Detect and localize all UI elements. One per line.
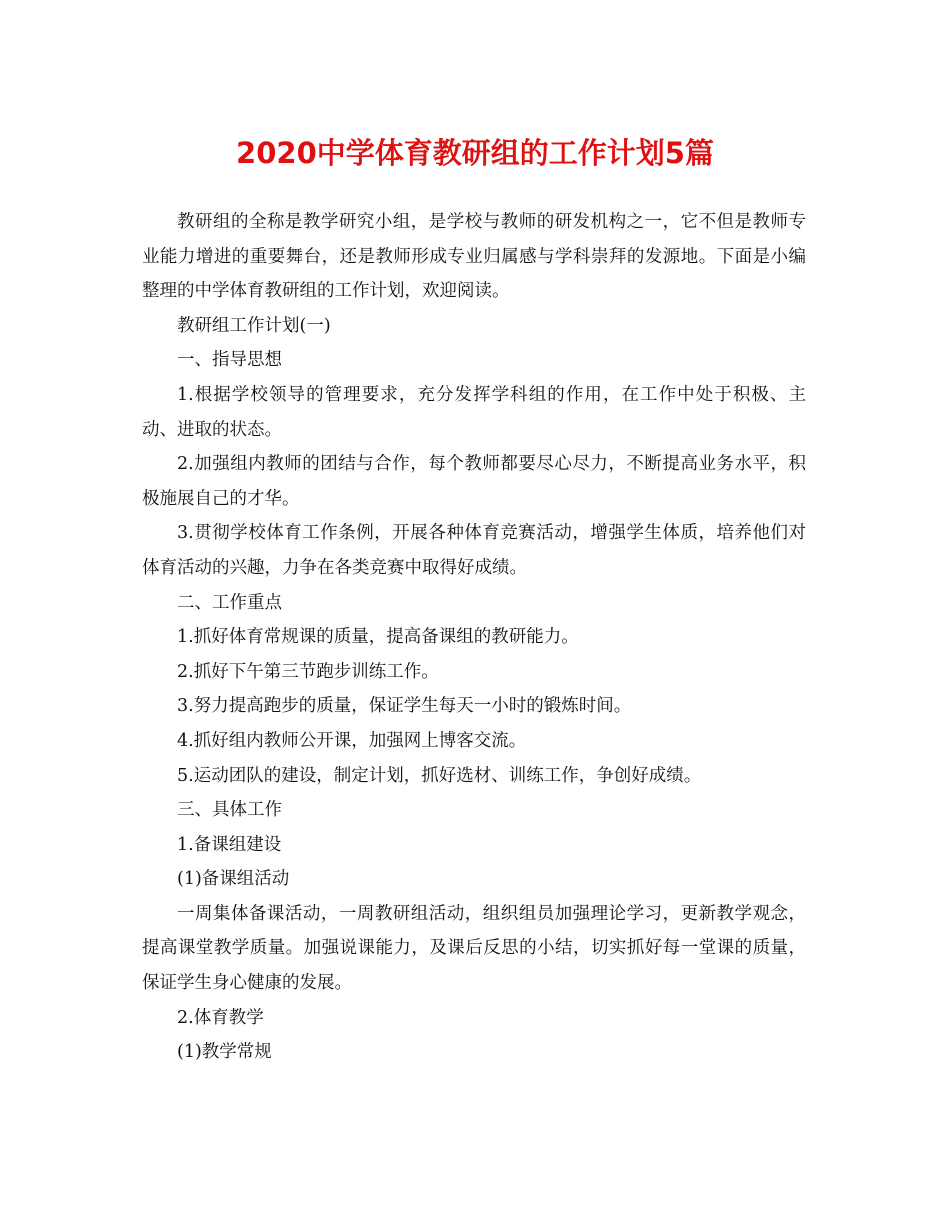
list-item: 5.运动团队的建设，制定计划，抓好选材、训练工作，争创好成绩。 [177,765,702,786]
subheading: 2.体育教学 [177,1007,264,1028]
list-item: 2.抓好下午第三节跑步训练工作。 [177,661,439,682]
list-item: 3.努力提高跑步的质量，保证学生每天一小时的锻炼时间。 [177,696,632,717]
section-heading-plan-one: 教研组工作计划(一) [177,315,331,336]
section-heading-guiding-idea: 一、指导思想 [177,350,282,371]
section-heading-work-focus: 二、工作重点 [177,592,282,613]
list-item: 1.抓好体育常规课的质量，提高备课组的教研能力。 [177,627,579,648]
list-item: 1.根据学校领导的管理要求，充分发挥学科组的作用，在工作中处于积极、主动、进取的状态。 [142,384,806,440]
document-title: 2020中学体育教研组的工作计划5篇 [236,136,714,170]
intro-paragraph: 教研组的全称是教学研究小组，是学校与教师的研发机构之一，它不但是教师专业能力增进的重要舞台，还是教师形成专业归属感与学科崇拜的发源地。下面是小编整理的中学体育教研组的工作计划，欢迎阅读。 [142,212,806,302]
subheading: (1)备课组活动 [177,869,290,890]
document-body [142,205,806,1070]
list-item: 2.加强组内教师的团结与合作，每个教师都要尽心尽力，不断提高业务水平，积极施展自己的才华。 [142,454,806,509]
subheading: 1.备课组建设 [177,834,282,855]
list-item: 4.抓好组内教师公开课，加强网上博客交流。 [177,730,527,751]
section-heading-specific-work: 三、具体工作 [177,800,282,821]
subheading: (1)教学常规 [177,1042,272,1063]
body-paragraph: 一周集体备课活动，一周教研组活动，组织组员加强理论学习，更新教学观念，提高课堂教学质量。加强说课能力，及课后反思的小结，切实抓好每一堂课的质量，保证学生身心健康的发展。 [142,903,806,994]
list-item: 3.贯彻学校体育工作条例，开展各种体育竞赛活动，增强学生体质，培养他们对体育活动的兴趣，力争在各类竞赛中取得好成绩。 [142,523,806,578]
